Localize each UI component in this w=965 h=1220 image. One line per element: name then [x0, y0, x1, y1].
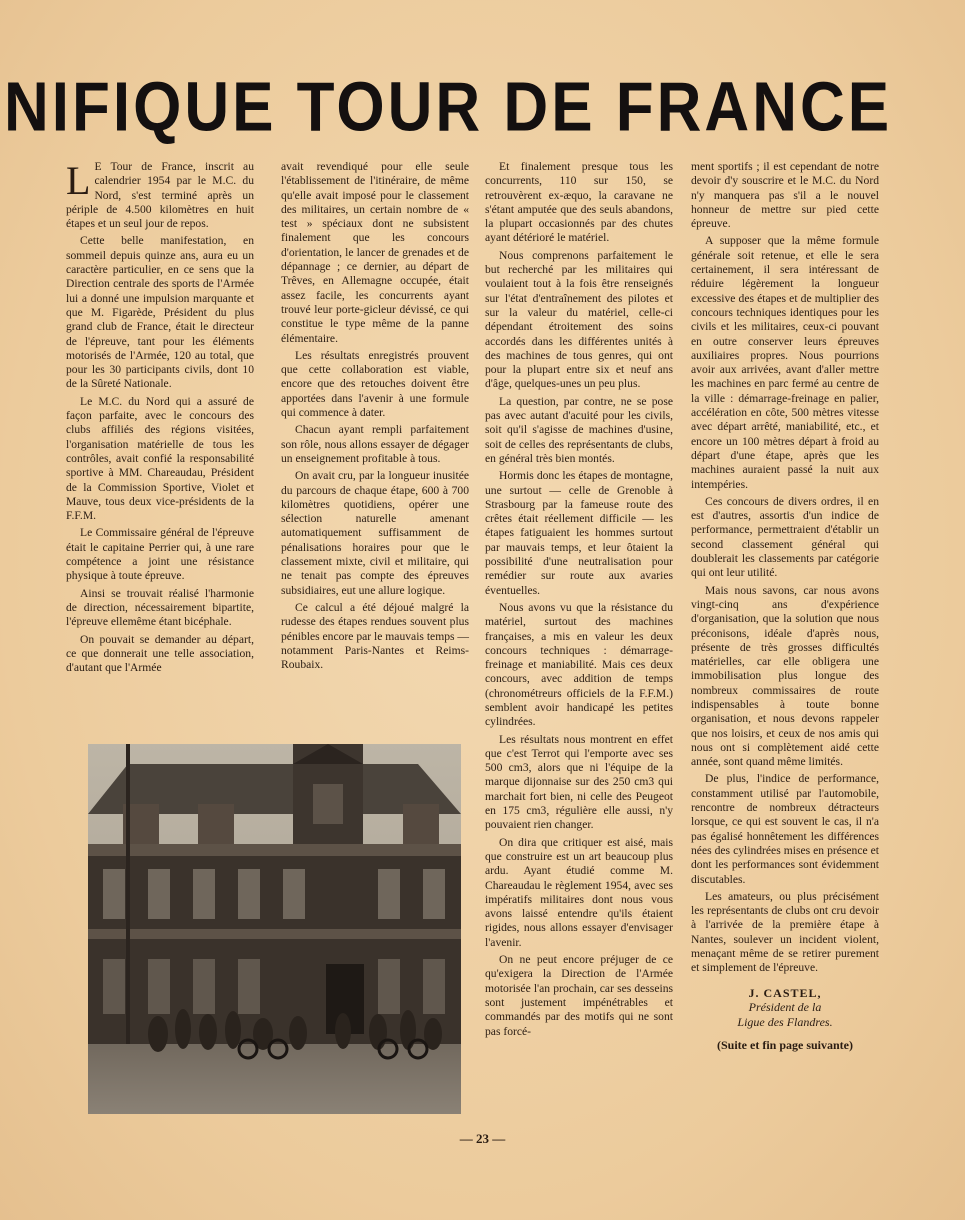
- article-column-2: [281, 160, 469, 675]
- article-column-1: [66, 160, 254, 678]
- author-title: Président de la: [748, 999, 822, 1014]
- article-paragraph: Chacun ayant rempli parfaitement son rôle, nous allons essayer de dégager un enseignement profitable à tous.: [281, 423, 469, 465]
- continuation-note: (Suite et fin page suivante): [717, 1037, 853, 1052]
- article-paragraph: Hormis donc les étapes de montagne, une surtout — celle de Grenoble à Strasbourg par la fameuse route des crêtes était réellement difficile — les étapes fatiguaient les hommes surtout par mauvais temps, et leur ôtaient la possibilité d'une neutralisation pour remédier sur route aux avaries éventuelles.: [485, 469, 673, 597]
- article-paragraph: Et finalement presque tous les concurrents, 110 sur 150, se retrouvèrent ex-æquo, la caravane ne s'étant amputée que des seuls abandons, la plupart occasionnés par des chutes ayant détérioré le matériel.: [485, 160, 673, 245]
- photo-town-hall: [88, 744, 461, 1114]
- article-paragraph: ment sportifs ; il est cependant de notre devoir d'y souscrire et le M.C. du Nord n'y manquera pas s'il a le nouvel honneur de mettre sur pied cette épreuve.: [691, 160, 879, 231]
- article-paragraph: A supposer que la même formule générale soit retenue, et elle le sera certainement, il sera intéressant de réduire légèrement la longueur excessive des étapes et de multiplier des concours techniques identiques pour les civils et les militaires, ceux-ci pouvant en outre conserver leurs épreuves auxiliaires propres. Nous pourrions avoir aux arrivées, avant d'aller mettre les machines en parc fermé au centre de la ville : démarrage-freinage en palier, accélération en côte, 500 mètres vitesse avec départ arrêté, maniabilité, etc., et encore un 100 mètres départ à froid au départ d'une étape, après que les machines auraient passé la nuit aux intempéries.: [691, 234, 879, 491]
- article-paragraph: Ainsi se trouvait réalisé l'harmonie de direction, nécessairement bipartite, l'épreuve ellemême étant bicéphale.: [66, 586, 254, 629]
- article-paragraph: Ce calcul a été déjoué malgré la rudesse des étapes rendues souvent plus pénibles encore par le mauvais temps — notamment Paris-Nantes et Reims-Roubaix.: [281, 600, 470, 672]
- article-paragraph: De plus, l'indice de performance, constamment utilisé par l'automobile, rencontre de nombreux détracteurs lorsque, ce qui est souvent le cas, il n'a pas égalisé honnêtement les différences nées des cylindrées mises en présence et dont les performances sont évidemment discutables.: [691, 772, 879, 886]
- photo-illustration: [88, 744, 461, 1114]
- article-paragraph: Ces concours de divers ordres, il en est d'autres, assortis d'un indice de performance, permettraient d'établir un second classement général qui doublerait les classements par catégorie qui ont leur utilité.: [691, 494, 879, 580]
- article-paragraph: On dira que critiquer est aisé, mais que construire est un art beaucoup plus ardu. Ayant étudié comme M. Chareaudau le règlement 1954, avec ses impératifs militaires dont nous vous avons laissé entendre qu'ils étaient rigides, nous allons essayer d'envisager l'avenir.: [485, 835, 673, 949]
- article-column-3: [485, 160, 673, 1042]
- drop-cap: L: [66, 158, 91, 203]
- article-paragraph: On pouvait se demander au départ, ce que donnerait une telle association, d'autant que l'Armée: [66, 632, 254, 675]
- author-title: Ligue des Flandres.: [737, 1014, 833, 1029]
- article-paragraph: L E Tour de France, inscrit au calendrier 1954 par le M.C. du Nord, s'est terminé après un périple de 4.500 kilomètres en huit étapes et un seul jour de repos.: [66, 158, 254, 231]
- article-paragraph: Nous comprenons parfaitement le but recherché par les militaires qui voulaient tout à la fois être renseignés sur l'état d'entraînement des pilotes et sur la valeur du matériel, celle-ci dépendant étroitement des soins accordés dans les différentes unités à des machines de tous genres, qui ont pour la plupart entre six et neuf ans d'âge, quelques-unes un peu plus.: [485, 248, 673, 391]
- headline: NIFIQUE TOUR DE FRANCE: [4, 69, 893, 147]
- article-paragraph: Les amateurs, ou plus précisément les représentants de clubs ont cru devoir à l'arrivée de la première étape à Nantes, soulever un incident violent, menaçant même de se retirer purement et simplement de l'épreuve.: [691, 889, 879, 975]
- signature-block: [691, 986, 879, 1030]
- article-paragraph: Le Commissaire général de l'épreuve était le capitaine Perrier qui, à une rare compétence a joint une résistance physique à toute épreuve.: [66, 526, 254, 583]
- article-paragraph: avait revendiqué pour elle seule l'établissement de l'itinéraire, de même qu'elle avait imposé pour le classement des militaires, un certain nombre de « test » spéciaux dont ne subsistent finalement que les concours d'orientation, le lancer de grenades et de dépannage ; ce dernier, au départ de Trêves, en Allemagne occupée, était assez facile, les concurrents ayant trouvé leur porte-gicleur dévissé, ce qui constitue le type même de la panne élémentaire.: [281, 160, 469, 345]
- article-paragraph: Les résultats enregistrés prouvent que cette collaboration est viable, encore que des retouches doivent être apportées dans l'avenir à une formule qui commence à dater.: [281, 348, 469, 420]
- article-paragraph: Le M.C. du Nord qui a assuré de façon parfaite, avec le concours des clubs affiliés des régions visitées, l'organisation matérielle de tous les contrôles, avait confié la responsabilité sportive à MM. Chareaudau, Président de la Commission Sportive, Violet et Mauve, tous deux vice-présidents de la F.F.M.: [66, 394, 254, 523]
- article-paragraph: Cette belle manifestation, en sommeil depuis quinze ans, aura eu un caractère particulier, en ce sens que la Direction centrale des sports de l'Armée lui a donné une impulsion marquante et que M. Figarède, Président du plus grand club de France, était le directeur de l'épreuve, tant pour les éléments motorisés de l'Armée, 120 au total, que pour les 30 participants civils, dont 10 de la Sûreté Nationale.: [66, 234, 254, 391]
- article-column-4: [691, 160, 879, 1052]
- article-paragraph: On ne peut encore préjuger de ce qu'exigera la Direction de l'Armée motorisée l'an prochain, car ses desseins sont justement impénétrables et commandés par des motifs qui ne sont pas forcé-: [485, 953, 673, 1038]
- article-paragraph: La question, par contre, ne se pose pas avec autant d'acuité pour les civils, soit qu'il s'agisse de machines d'usine, soit de celles des représentants de clubs, en général très bien montés.: [485, 394, 673, 465]
- article-paragraph: On avait cru, par la longueur inusitée du parcours de chaque étape, 600 à 700 kilomètres quotidiens, opérer une sélection naturelle amenant automatiquement suffisamment de pénalisations horaires pour que le classement mixte, civil et militaire, qui ne tenait pas compte des épreuves subsidiaires, eut une allure logique.: [281, 469, 469, 597]
- article-paragraph: Les résultats nous montrent en effet que c'est Terrot qui l'emporte avec ses 500 cm3, alors que ni l'équipe de la marque dijonnaise sur des 250 cm3 qui marchait fort bien, ni celle des Peugeot en 175 cm3, régulière elle aussi, n'y pouvaient rien changer.: [485, 732, 673, 832]
- author-name: J. CASTEL,: [748, 985, 822, 1000]
- page-number: — 23 —: [459, 1131, 506, 1146]
- article-paragraph: Nous avons vu que la résistance du matériel, surtout des machines françaises, a mis en valeur les deux concours techniques : démarrage-freinage et maniabilité. Mais ces deux concours, avec addition de temps (chronométreurs officiels de la F.F.M.) semblent avoir handicapé les petites cylindrées.: [485, 600, 673, 729]
- article-paragraph: Mais nous savons, car nous avons vingt-cinq ans d'expérience d'organisation, que la solution que nous préconisons, idéale d'après nous, présente de très grosses difficultés matérielles, car elle obligera une immobilisation plus longue des nombreux commissaires de route indispensables à toute bonne organisation, et nous devons rappeler que nos loisirs, et ceux de nos amis qui nous ont si complètement aidé cette année, sont quand même limités.: [691, 583, 879, 769]
